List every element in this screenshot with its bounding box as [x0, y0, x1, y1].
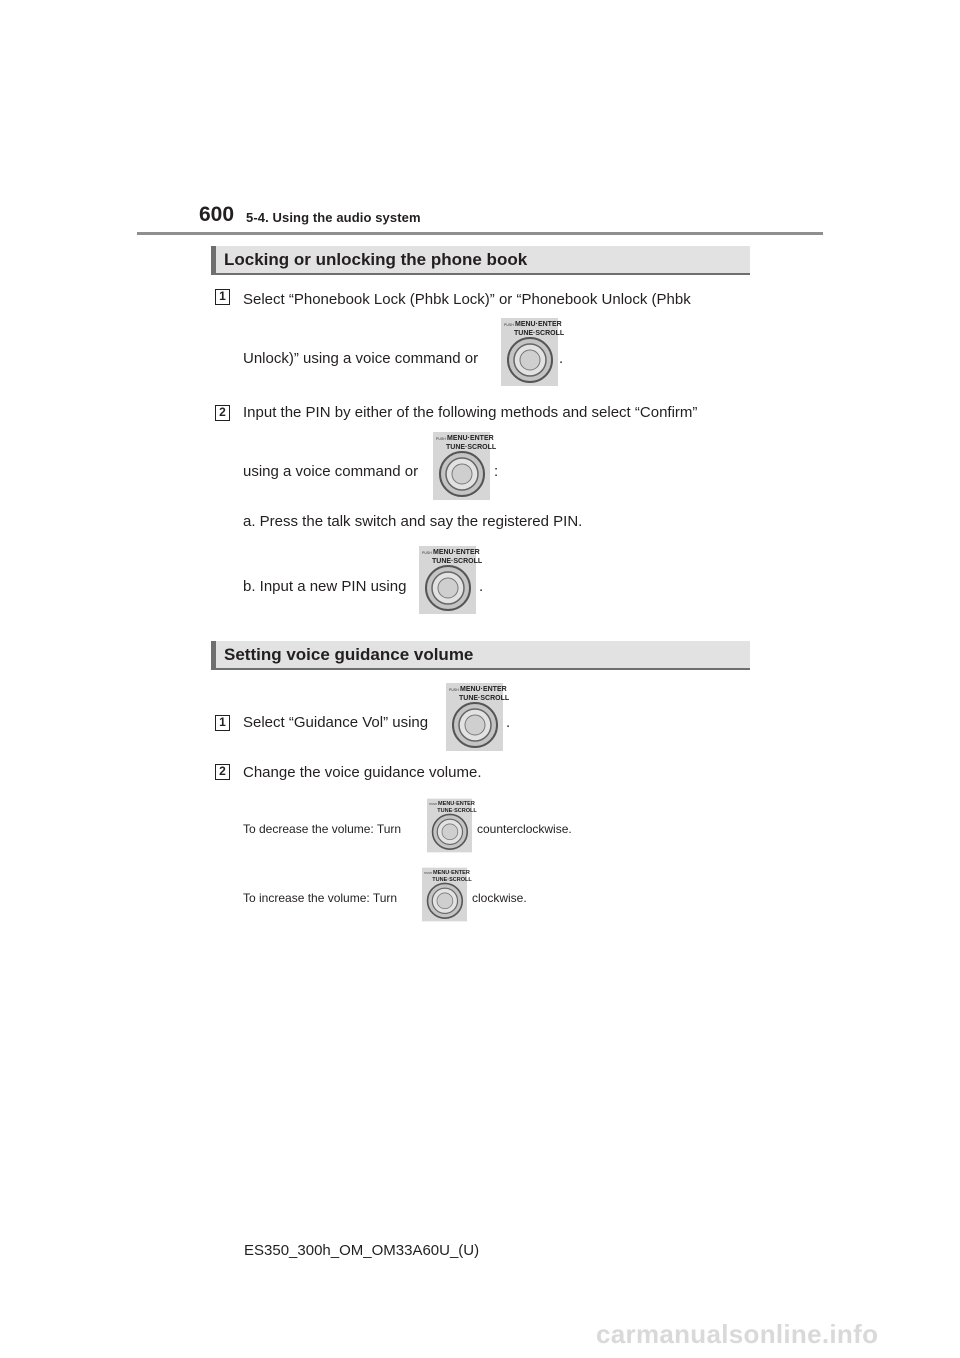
- section-title: Locking or unlocking the phone book: [224, 250, 528, 269]
- step-text: Select “Guidance Vol” using: [243, 714, 429, 731]
- knob-push-label: PUSH: [504, 323, 514, 327]
- decrease-volume-text: To decrease the volume: Turn: [243, 822, 402, 836]
- knob-push-label: PUSH: [449, 688, 459, 692]
- step-text: :: [494, 463, 499, 480]
- section-heading-phonebook-lock: [211, 246, 750, 275]
- tune-knob-icon: [446, 683, 510, 751]
- knob-top-label: MENU·ENTER: [460, 686, 507, 693]
- page-number: 600: [199, 203, 235, 226]
- knob-push-label: PUSH: [429, 802, 438, 806]
- knob-top-label: MENU·ENTER: [515, 321, 562, 328]
- knob-bottom-label: TUNE·SCROLL: [446, 444, 497, 451]
- step-text: .: [506, 714, 511, 731]
- tune-knob-icon: [427, 798, 477, 853]
- knob-top-label: MENU·ENTER: [438, 800, 475, 807]
- knob-push-label: PUSH: [422, 551, 432, 555]
- watermark: carmanualsonline.info: [596, 1319, 879, 1349]
- header-rule: [137, 232, 823, 235]
- step-text: using a voice command or: [243, 463, 419, 480]
- tune-knob-icon: [419, 546, 483, 614]
- decrease-volume-direction: counterclockwise.: [477, 822, 572, 836]
- document-code: ES350_300h_OM_OM33A60U_(U): [244, 1242, 480, 1259]
- section-reference: 5-4. Using the audio system: [246, 210, 421, 225]
- step-text: Unlock)” using a voice command or: [243, 350, 479, 367]
- knob-top-label: MENU·ENTER: [447, 435, 494, 442]
- increase-volume-direction: clockwise.: [472, 891, 527, 905]
- section-title: Setting voice guidance volume: [224, 645, 474, 664]
- tune-knob-icon: [501, 318, 565, 386]
- knob-bottom-label: TUNE·SCROLL: [432, 877, 472, 884]
- tune-knob-icon: [433, 432, 497, 500]
- knob-bottom-label: TUNE·SCROLL: [432, 558, 483, 565]
- step-text: .: [559, 350, 564, 367]
- knob-bottom-label: TUNE·SCROLL: [459, 695, 510, 702]
- knob-top-label: MENU·ENTER: [433, 869, 470, 876]
- knob-push-label: PUSH: [424, 871, 433, 875]
- method-b-text: b. Input a new PIN using: [243, 578, 407, 595]
- knob-bottom-label: TUNE·SCROLL: [437, 808, 477, 815]
- knob-bottom-label: TUNE·SCROLL: [514, 330, 565, 337]
- step-number: 2: [215, 405, 230, 421]
- step-number: 2: [215, 764, 230, 780]
- step-number: 1: [215, 289, 230, 305]
- knob-top-label: MENU·ENTER: [433, 549, 480, 556]
- tune-knob-icon: [422, 867, 472, 922]
- increase-volume-text: To increase the volume: Turn: [243, 891, 398, 905]
- method-b-period: .: [479, 578, 484, 595]
- step-text: Select “Phonebook Lock (Phbk Lock)” or “Phonebook Unlock (Phbk: [243, 291, 691, 308]
- step-text: Change the voice guidance volume.: [243, 764, 482, 781]
- method-a-text: a. Press the talk switch and say the registered PIN.: [243, 513, 583, 530]
- knob-push-label: PUSH: [436, 437, 446, 441]
- step-text: Input the PIN by either of the following methods and select “Confirm”: [243, 404, 698, 421]
- section-heading-guidance-volume: [211, 641, 750, 670]
- step-number: 1: [215, 715, 230, 731]
